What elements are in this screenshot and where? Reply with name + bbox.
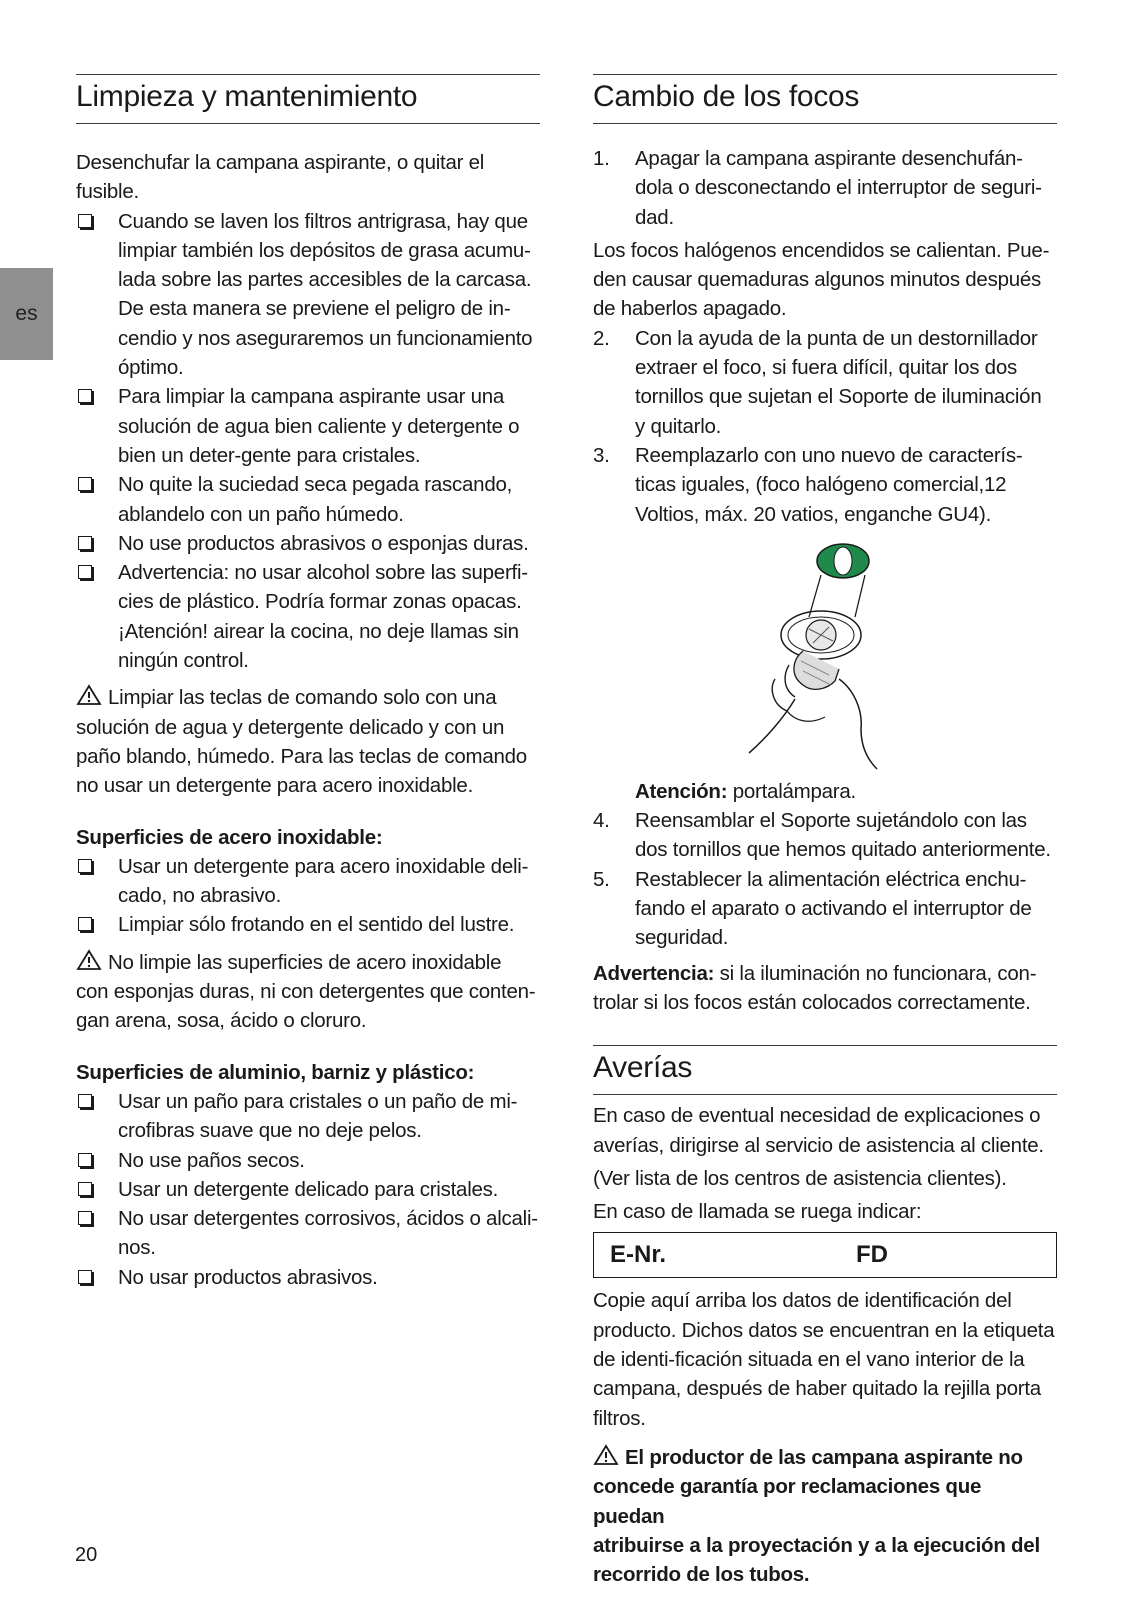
aluminium-bullet-list — [76, 1087, 540, 1292]
checkbox-bullet-icon — [78, 477, 92, 491]
list-item: Limpiar sólo frotando en el sentido del lustre. — [76, 910, 540, 939]
copy-note: Copie aquí arriba los datos de identificación del producto. Dichos datos se encuentran en la etiqueta de identi-ficación situada en el vano interior de la campana, después de haber quitado la rejilla porta filtros. — [593, 1289, 1055, 1430]
list-item: No quite la suciedad seca pegada rascando, ablandelo con un paño húmedo. — [76, 470, 540, 529]
advertencia-note: Advertencia: si la iluminación no funcionara, con- trolar si los focos están colocados correctamente. — [593, 961, 1037, 1014]
warning-steel: No limpie las superficies de acero inoxidable con esponjas duras, ni con detergentes que conten- gan arena, sosa, ácido o cloruro. — [76, 950, 536, 1033]
warning-triangle-icon — [593, 1444, 619, 1466]
attention-note: Atención: portalámpara. — [635, 779, 856, 803]
fd-label: FD — [856, 1241, 889, 1269]
steps-4-5 — [593, 806, 1057, 952]
steps-2-3 — [593, 324, 1057, 529]
cleaning-title: Limpieza y mantenimiento — [76, 74, 540, 124]
enr-label: E-Nr. — [610, 1241, 667, 1269]
list-item: Usar un paño para cristales o un paño de mi- crofibras suave que no deje pelos. — [76, 1087, 540, 1146]
numbered-step: 3. Reemplazarlo con uno nuevo de caracterís- ticas iguales, (foco halógeno comercial,12 Voltios, máx. 20 vatios, enganche GU4). — [593, 443, 1023, 526]
warning-triangle-icon — [76, 949, 102, 971]
list-item: Para limpiar la campana aspirante usar una solución de agua bien caliente y detergente o bien un deter-gente para cristales. — [76, 382, 540, 470]
checkbox-bullet-icon — [78, 1211, 92, 1225]
hot-lamp-note: Los focos halógenos encendidos se calientan. Pue- den causar quemaduras algunos minutos después de haberlos apagado. — [593, 238, 1050, 321]
aluminium-heading: Superficies de aluminio, barniz y plástico: — [76, 1060, 475, 1084]
list-item: No use productos abrasivos o esponjas duras. — [76, 529, 540, 558]
list-item: Usar un detergente para acero inoxidable deli- cado, no abrasivo. — [76, 852, 540, 911]
cleaning-intro: Desenchufar la campana aspirante, o quitar el fusible. — [76, 151, 485, 204]
warning-triangle-icon — [76, 684, 102, 706]
list-item: No usar productos abrasivos. — [76, 1263, 540, 1292]
checkbox-bullet-icon — [78, 565, 92, 579]
checkbox-bullet-icon — [78, 1182, 92, 1196]
faults-title: Averías — [593, 1045, 1057, 1095]
steel-heading: Superficies de acero inoxidable: — [76, 825, 383, 849]
steel-bullet-list — [76, 852, 540, 940]
checkbox-bullet-icon — [78, 536, 92, 550]
lamp-column — [593, 74, 1057, 1589]
checkbox-bullet-icon — [78, 389, 92, 403]
list-item: Usar un detergente delicado para cristales. — [76, 1175, 540, 1204]
cleaning-bullet-list — [76, 207, 540, 676]
numbered-step: 5. Restablecer la alimentación eléctrica enchu- fando el aparato o activando el interruptor de seguridad. — [593, 867, 1032, 950]
checkbox-bullet-icon — [78, 1153, 92, 1167]
lamp-change-title: Cambio de los focos — [593, 74, 1057, 124]
checkbox-bullet-icon — [78, 1094, 92, 1108]
faults-text: En caso de eventual necesidad de explicaciones o averías, dirigirse al servicio de asistencia al cliente. (Ver lista de los centros de asistencia clientes). En caso de llamada se ruega indicar: — [593, 1104, 1044, 1224]
identification-box — [593, 1232, 1057, 1278]
page-number: 20 — [75, 1544, 98, 1566]
checkbox-bullet-icon — [78, 917, 92, 931]
checkbox-bullet-icon — [78, 1270, 92, 1284]
list-item: No use paños secos. — [76, 1146, 540, 1175]
checkbox-bullet-icon — [78, 859, 92, 873]
list-item: No usar detergentes corrosivos, ácidos o alcali- nos. — [76, 1204, 540, 1263]
list-item: Cuando se laven los filtros antrigrasa, hay que limpiar también los depósitos de grasa acumu- lada sobre las partes accesibles de la carcasa. De esta manera se previene el peligro de in- cendio y nos aseguraremos un funcionamiento óptimo. — [76, 207, 540, 383]
numbered-step: 4. Reensamblar el Soporte sujetándolo con las dos tornillos que hemos quitado anteriormente. — [593, 809, 1051, 862]
step-1: 1. Apagar la campana aspirante desenchufán- dola o desconectando el interruptor de seguri- dad. — [593, 147, 1042, 229]
lamp-replacement-illustration — [743, 539, 907, 771]
checkbox-bullet-icon — [78, 214, 92, 228]
warning-controls: Limpiar las teclas de comando solo con una solución de agua y detergente delicado y con un paño blando, húmedo. Para las teclas de comando no usar un detergente para acero inoxidable. — [76, 686, 527, 798]
numbered-step: 2. Con la ayuda de la punta de un destornillador extraer el foco, si fuera difícil, quitar los dos tornillos que sujetan el Soporte de iluminación y quitarlo. — [593, 326, 1042, 438]
language-tab: es — [0, 268, 53, 360]
list-item: Advertencia: no usar alcohol sobre las superfi- cies de plástico. Podría formar zonas opacas. ¡Atención! airear la cocina, no deje llamas sin ningún control. — [76, 558, 540, 675]
cleaning-column — [76, 74, 540, 1292]
final-warning: El productor de las campana aspirante no concede garantía por reclamaciones que puedan atribuirse a la proyectación y a la ejecución del recorrido de los tubos. — [593, 1445, 1040, 1587]
